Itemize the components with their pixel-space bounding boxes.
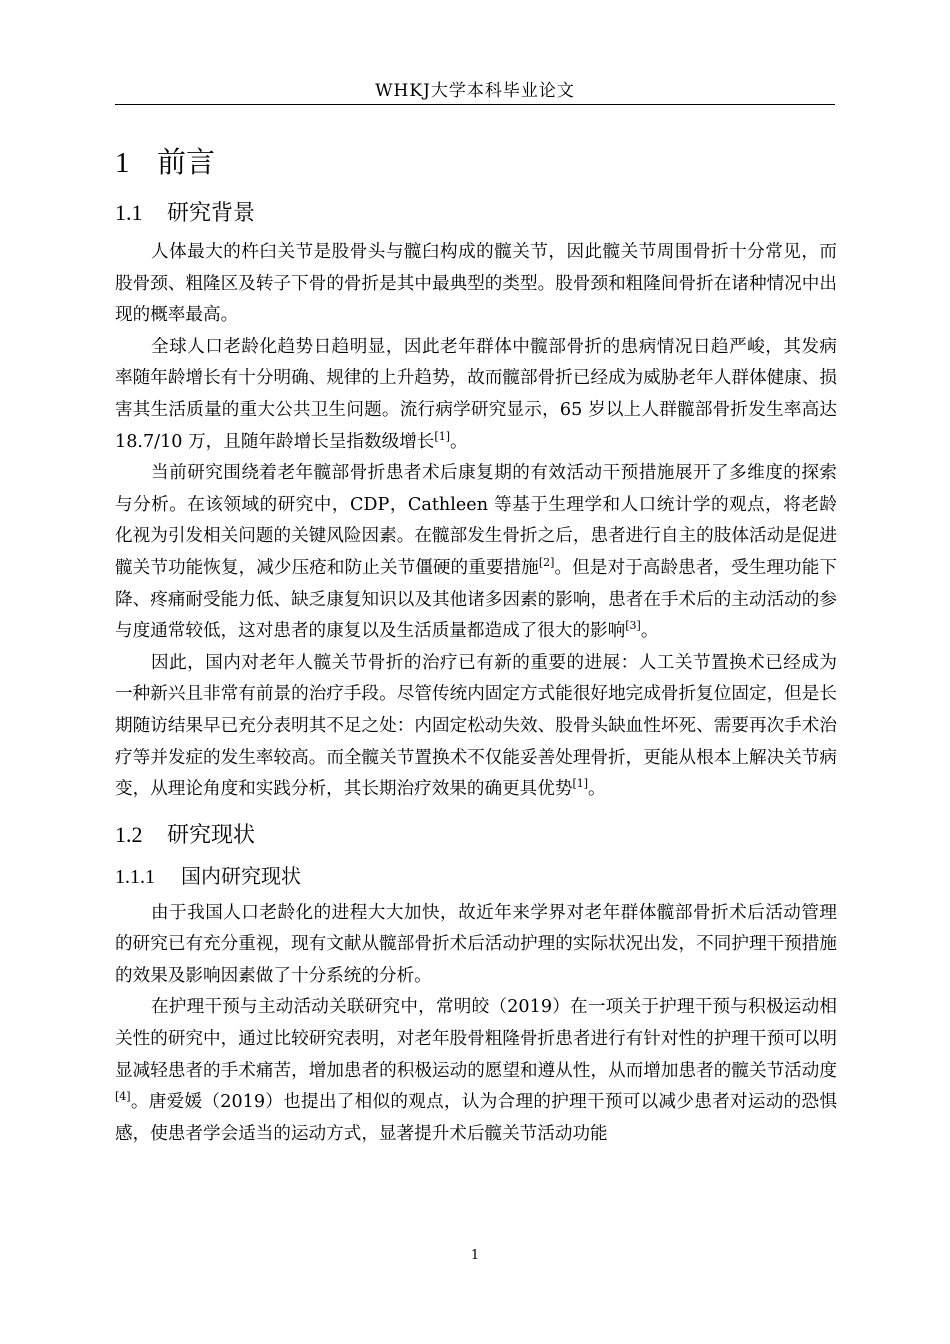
section-title: 研究现状 [167, 822, 256, 848]
paragraph [115, 992, 837, 1150]
paragraph-text: 在护理干预与主动活动关联研究中，常明皎（2019）在一项关于护理干预与积极运动相关性的研究中，通过比较研究表明，对老年股骨粗隆骨折患者进行有针对性的护理干预可以明显减轻患者的手术痛苦，增加患者的积极运动的愿望和遵从性，从而增加患者的髋关节活动度 [115, 997, 837, 1081]
paragraph-text: 。唐爱媛（2019）也提出了相似的观点，认为合理的护理干预可以减少患者对运动的恐惧感，使患者学会适当的运动方式，显著提升术后髋关节活动功能 [115, 1092, 837, 1144]
paragraph-text: 因此，国内对老年人髋关节骨折的治疗已有新的重要的进展：人工关节置换术已经成为一种新兴且非常有前景的治疗手段。尽管传统内固定方式能很好地完成骨折复位固定，但是长期随访结果早已充分表明其不足之处：内固定松动失效、股骨头缺血性坏死、需要再次手术治疗等并发症的发生率较高。而全髋关节置换术不仅能妥善处理骨折，更能从根本上解决关节病变，从理论角度和实践分析，其长期治疗效果的确更具优势 [115, 652, 837, 800]
paragraph-text: 当前研究围绕着老年髋部骨折患者术后康复期的有效活动干预措施展开了多维度的探索与分析。在该领域的研究中，CDP，Cathleen 等基于生理学和人口统计学的观点，将老龄化视为引发相关问题的关键风险因素。在髋部发生骨折之后，患者进行自主的肢体活动是促进髋关节功能恢复，减少压疮和防止关节僵硬的重要措施 [115, 463, 837, 578]
paragraph: 由于我国人口老龄化的进程大大加快，故近年来学界对老年群体髋部骨折术后活动管理的研究已有充分重视，现有文献从髋部骨折术后活动护理的实际状况出发，不同护理干预措施的效果及影响因素做了十分系统的分析。 [115, 902, 837, 986]
subsection-heading [115, 861, 837, 892]
paragraph-text: 全球人口老龄化趋势日趋明显，因此老年群体中髋部骨折的患病情况日趋严峻，其发病率随年龄增长有十分明确、规律的上升趋势，故而髋部骨折已经成为威胁老年人群体健康、损害其生活质量的重大公共卫生问题。流行病学研究显示，65 岁以上人群髋部骨折发生率高达 18.7/10 万，且随年龄增长呈指数级增长 [115, 336, 837, 452]
paragraph: 人体最大的杵臼关节是股骨头与髋臼构成的髋关节，因此髋关节周围骨折十分常见，而股骨颈、粗隆区及转子下骨的骨折是其中最典型的类型。股骨颈和粗隆间骨折在诸种情况中出现的概率最高。 [115, 242, 837, 326]
subsection-title: 国内研究现状 [181, 863, 301, 888]
paragraph [115, 648, 837, 806]
paragraph [115, 458, 837, 648]
paragraph-tail: 。 [450, 431, 468, 452]
running-header: WHKJ大学本科毕业论文 [375, 81, 575, 101]
paragraph [115, 332, 837, 458]
header-rule [115, 104, 835, 105]
page-number: 1 [470, 1248, 480, 1263]
section-title: 研究背景 [167, 201, 256, 226]
paragraph-text: 。但是对于高龄患者，受生理功能下降、疼痛耐受能力低、缺乏康复知识以及其他诸多因素的影响，患者在手术后的主动活动的参与度通常较低，这对患者的康复以及生活质量都造成了很大的影响 [115, 557, 837, 642]
citation[interactable]: [1] [572, 777, 589, 791]
citation[interactable]: [4] [115, 1090, 131, 1104]
chapter-number: 1 [115, 147, 130, 179]
citation[interactable]: [3] [625, 619, 641, 633]
section-number: 1.2 [115, 821, 143, 847]
page-body [115, 140, 837, 1150]
section-number: 1.1 [115, 200, 143, 225]
section-heading [115, 820, 837, 851]
chapter-heading [115, 140, 837, 184]
chapter-title: 前言 [157, 145, 216, 179]
citation[interactable]: [2] [538, 555, 555, 569]
paragraph-tail: 。 [588, 779, 606, 800]
citation[interactable]: [1] [434, 429, 450, 443]
section-heading [115, 198, 837, 229]
subsection-number: 1.1.1 [115, 865, 155, 888]
paragraph-tail: 。 [640, 621, 659, 642]
